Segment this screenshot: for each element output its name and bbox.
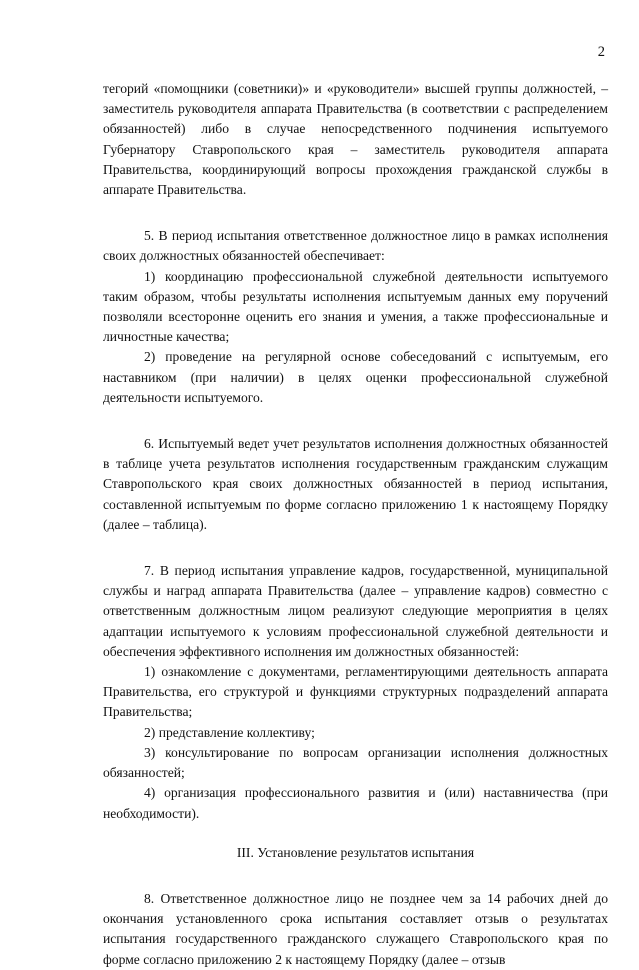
paragraph-7: 7. В период испытания управление кадров, государственной, муниципальной службы и наград аппарата Правительства (далее – управление кадров) совместно с ответственным должностным лицом реализуют следующие мероприятия в целях адаптации испытуемого к условиям профессиональной служебной деятельности и обеспечения эффективного исполнения им должностных обязанностей: [103,563,608,659]
page-number: 2 [597,44,605,60]
paragraph-5: 5. В период испытания ответственное должностное лицо в рамках исполнения своих должностных обязанностей обеспечивает: [103,228,608,264]
paragraph-5-item-2: 2) проведение на регулярной основе собеседований с испытуемым, его наставником (при наличии) в целях оценки профессиональной служебной деятельности испытуемого. [103,349,608,405]
document-body [103,79,608,970]
paragraph-7-item-1: 1) ознакомление с документами, регламентирующими деятельность аппарата Правительства, его структурой и функциями структурных подразделений аппарата Правительства; [103,664,608,720]
paragraph-8: 8. Ответственное должностное лицо не позднее чем за 14 рабочих дней до окончания установленного срока испытания составляет отзыв о результатах испытания государственного гражданского служащего Ставропольского края по форме согласно приложению 2 к настоящему Порядку (далее – отзыв [103,890,608,967]
paragraph-7-item-3: 3) консультирование по вопросам организации исполнения должностных обязанностей; [103,744,608,781]
paragraph-7-item-4: 4) организация профессионального развития и (или) наставничества (при необходимости). [103,785,608,821]
paragraph-6: 6. Испытуемый ведет учет результатов исполнения должностных обязанностей в таблице учета результатов исполнения государственным гражданским служащим Ставропольского края своих должностных обязанностей в период испытания, составленной испытуемым по форме согласно приложению 1 к настоящему Порядку (далее – таблица). [103,436,608,532]
paragraph-5-item-1: 1) координацию профессиональной служебной деятельности испытуемого таким образом, чтобы результаты исполнения испытуемым данных ему поручений позволяли всесторонне оценить его знания и умения, а также профессиональные и личностные качества; [103,268,608,345]
paragraph-7-item-2: 2) представление коллективу; [144,724,315,740]
section-heading: III. Установление результатов испытания [236,844,475,860]
paragraph-continuation: тегорий «помощники (советники)» и «руководители» высшей группы должностей, – заместитель руководителя аппарата Правительства (в соответствии с распределением обязанностей) либо в случае непосредственного подчинения испытуемого Губернатору Ставропольского края – заместитель руководителя аппарата Правительства, координирующий вопросы прохождения гражданской службы в аппарате Правительства. [103,81,608,198]
